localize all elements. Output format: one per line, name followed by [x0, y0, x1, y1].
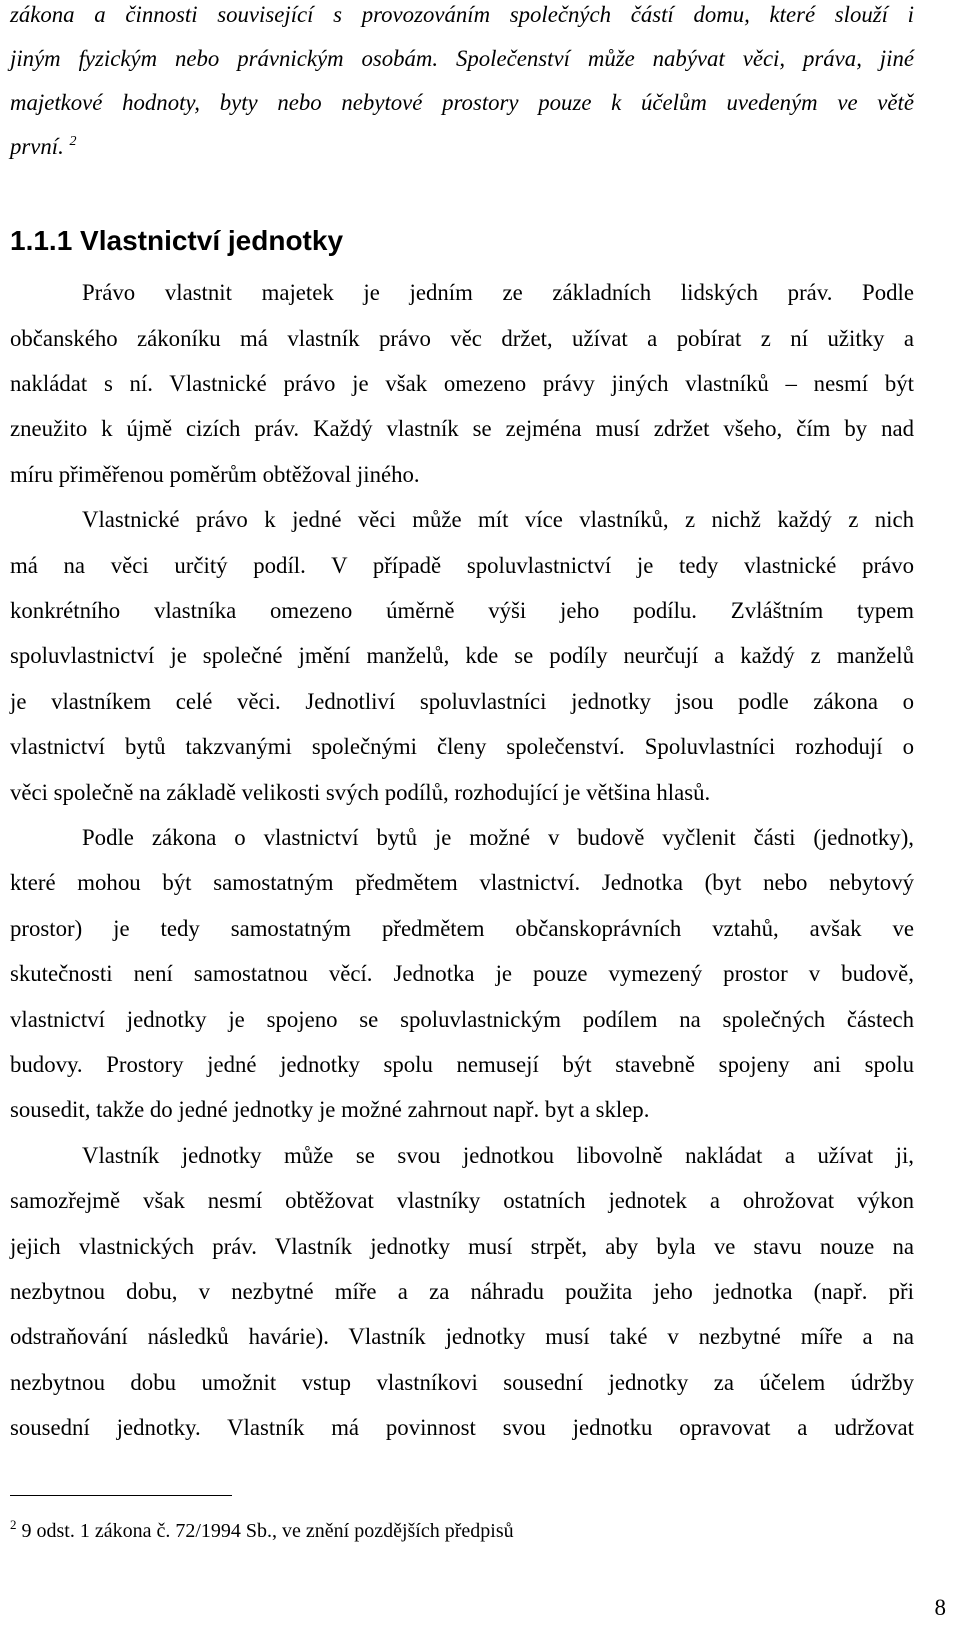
body-line: samozřejmě však nesmí obtěžovat vlastníky ostatních jednotek a ohrožovat výkon	[10, 1188, 914, 1213]
body-line: jejich vlastnických práv. Vlastník jednotky musí strpět, aby byla ve stavu nouze na	[10, 1234, 914, 1259]
intro-last-line	[10, 132, 914, 166]
intro-line: jiným fyzickým nebo právnickým osobám. Společenství může nabývat věci, práva, jiné	[10, 46, 914, 71]
body-line: vlastnictví bytů takzvanými společnými členy společenství. Spoluvlastníci rozhodují o	[10, 734, 914, 759]
body-line: spoluvlastnictví je společné jmění manželů, kde se podíly neurčují a každý z manželů	[10, 643, 914, 668]
body-line: vlastnictví jednotky je spojeno se spoluvlastnickým podílem na společných částech	[10, 1007, 914, 1032]
body-line: sousední jednotky. Vlastník má povinnost svou jednotku opravovat a udržovat	[10, 1415, 914, 1440]
body-line: konkrétního vlastníka omezeno úměrně výši jeho podílu. Zvláštním typem	[10, 598, 914, 623]
body-line: míru přiměřenou poměrům obtěžoval jiného.	[10, 462, 420, 487]
body-line: prostor) je tedy samostatným předmětem občanskoprávních vztahů, avšak ve	[10, 916, 914, 941]
intro-line: majetkové hodnoty, byty nebo nebytové prostory pouze k účelům uvedeným ve větě	[10, 90, 914, 115]
body-line: Vlastník jednotky může se svou jednotkou libovolně nakládat a užívat ji,	[82, 1143, 914, 1168]
body-line: Právo vlastnit majetek je jedním ze základních lidských práv. Podle	[82, 280, 914, 305]
body-line: zneužito k újmě cizích práv. Každý vlastník se zejména musí zdržet všeho, čím by nad	[10, 416, 914, 441]
footnote-separator	[10, 1495, 232, 1496]
body-line: věci společně na základě velikosti svých podílů, rozhodující je většina hlasů.	[10, 780, 711, 805]
body-line: je vlastníkem celé věci. Jednotliví spoluvlastníci jednotky jsou podle zákona o	[10, 689, 914, 714]
body-line: nezbytnou dobu umožnit vstup vlastníkovi sousední jednotky za účelem údržby	[10, 1370, 914, 1395]
body-line: občanského zákoníku má vlastník právo věc držet, užívat a pobírat z ní užitky a	[10, 326, 914, 351]
body-line: Vlastnické právo k jedné věci může mít více vlastníků, z nichž každý z nich	[82, 507, 914, 532]
body-line: nezbytnou dobu, v nezbytné míře a za náhradu použita jeho jednotka (např. při	[10, 1279, 914, 1304]
body-line: Podle zákona o vlastnictví bytů je možné v budově vyčlenit části (jednotky),	[82, 825, 914, 850]
body-line: nakládat s ní. Vlastnické právo je však omezeno právy jiných vlastníků – nesmí být	[10, 371, 914, 396]
body-line: sousedit, takže do jedné jednotky je možné zahrnout např. byt a sklep.	[10, 1097, 650, 1122]
body-line: odstraňování následků havárie). Vlastník jednotky musí také v nezbytné míře a na	[10, 1324, 914, 1349]
footnote-ref: 2	[69, 134, 77, 149]
intro-line: zákona a činnosti související s provozováním společných částí domu, které slouží i	[10, 2, 914, 27]
page-number: 8	[934, 1595, 946, 1620]
footnote	[10, 1519, 514, 1545]
footnote-number: 2	[10, 1517, 17, 1532]
body-line: které mohou být samostatným předmětem vlastnictví. Jednotka (byt nebo nebytový	[10, 870, 914, 895]
intro-last-text: první.	[10, 134, 70, 159]
footnote-text: 9 odst. 1 zákona č. 72/1994 Sb., ve znění pozdějších předpisů	[16, 1520, 514, 1542]
section-heading: 1.1.1 Vlastnictví jednotky	[10, 225, 344, 256]
body-line: budovy. Prostory jedné jednotky spolu nemusejí být stavebně spojeny ani spolu	[10, 1052, 914, 1077]
body-line: skutečnosti není samostatnou věcí. Jednotka je pouze vymezený prostor v budově,	[10, 961, 914, 986]
body-line: má na věci určitý podíl. V případě spoluvlastnictví je tedy vlastnické právo	[10, 553, 914, 578]
